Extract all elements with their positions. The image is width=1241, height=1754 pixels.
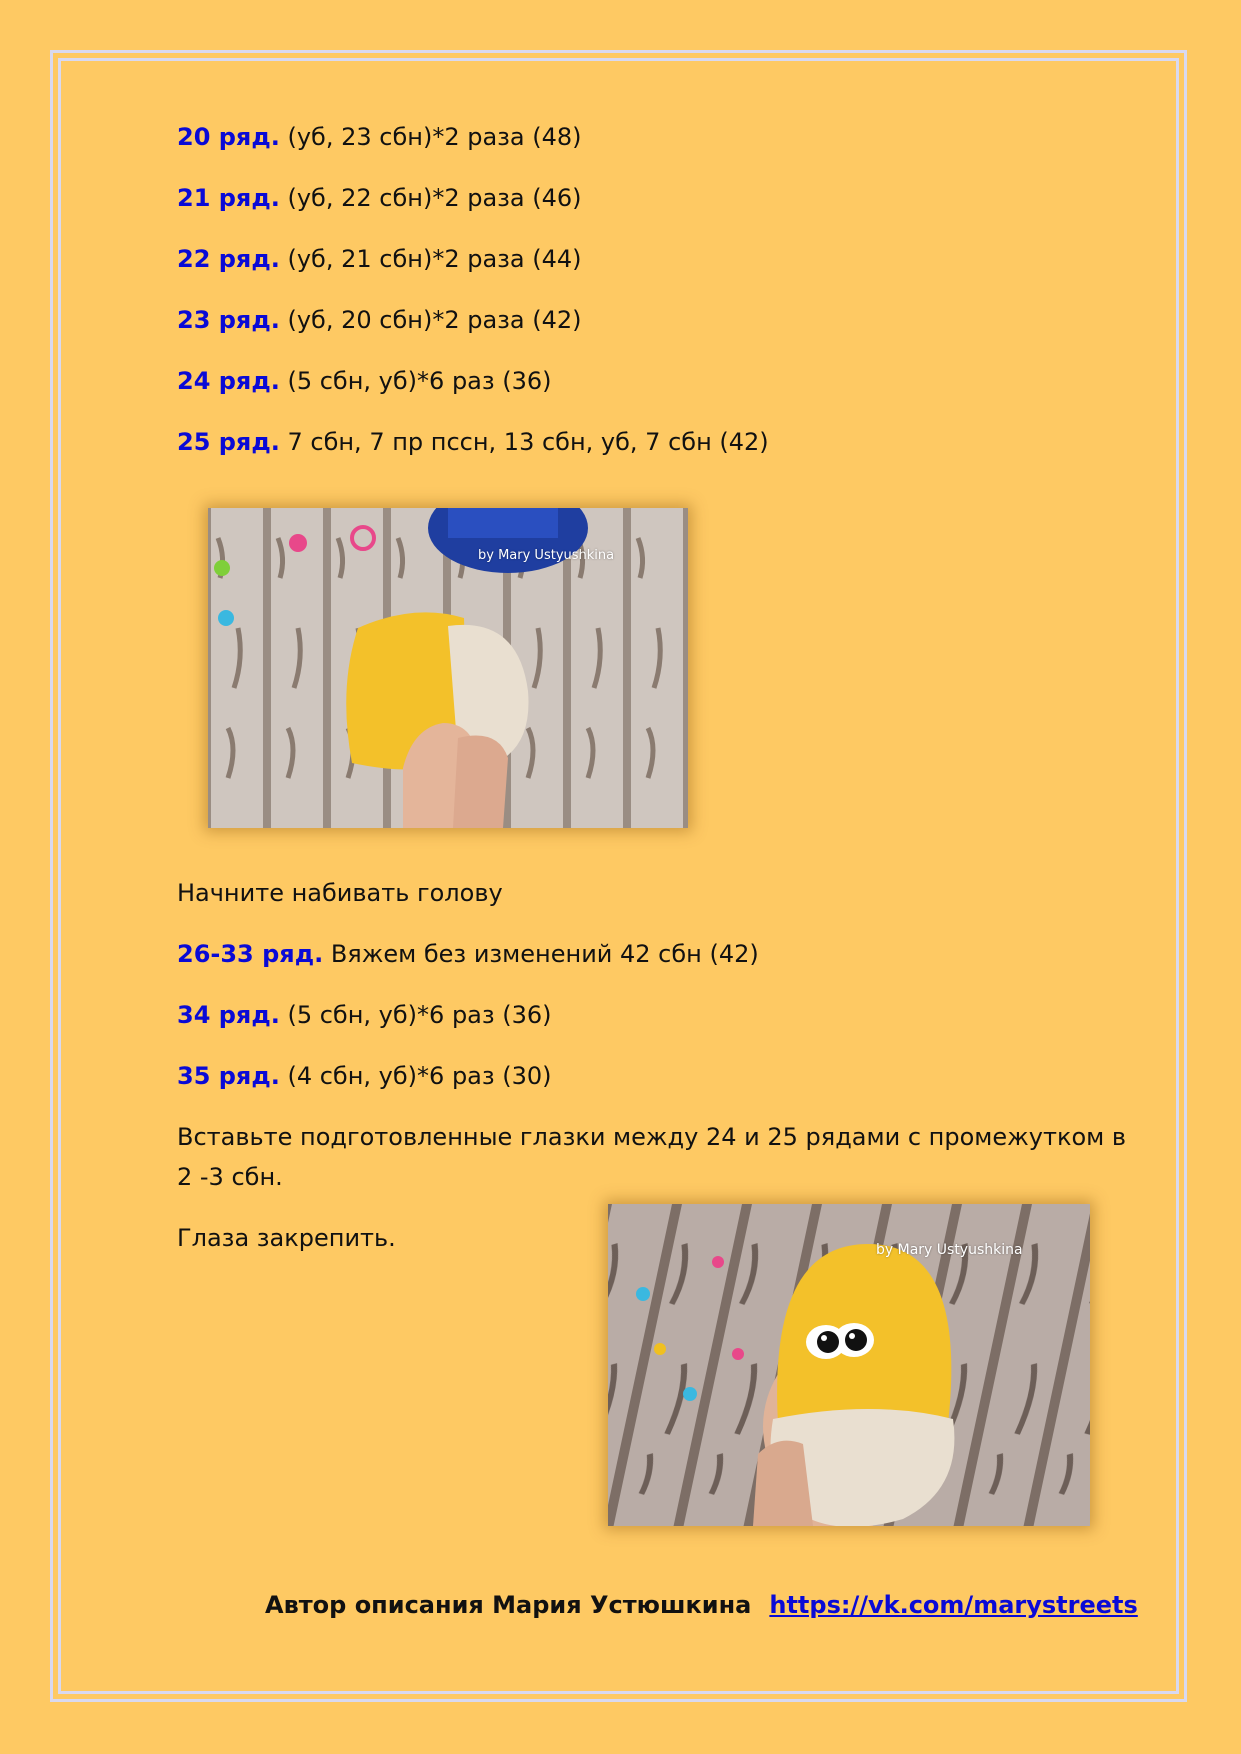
- row-text: (4 сбн, уб)*6 раз (30): [279, 1062, 552, 1090]
- instruction-insert-eyes: Вставьте подготовленные глазки между 24 и 25 рядами с промежутком в 2 -3 сбн.: [177, 1123, 1127, 1191]
- row-label: 20 ряд.: [177, 123, 280, 151]
- row-26-33: [177, 934, 759, 974]
- row-label: 23 ряд.: [177, 306, 280, 334]
- row-24: [177, 361, 552, 401]
- row-label: 26-33 ряд.: [177, 940, 324, 968]
- row-text: (5 сбн, уб)*6 раз (36): [279, 367, 552, 395]
- row-21: [177, 178, 582, 218]
- row-23: [177, 300, 582, 340]
- instruction-stuff-head: Начните набивать голову: [177, 879, 503, 907]
- row-34: [177, 995, 552, 1035]
- footer-credits: [265, 1585, 1138, 1625]
- photo-head-part-drawing: [208, 508, 688, 828]
- instruction-secure-eyes: Глаза закрепить.: [177, 1224, 396, 1252]
- row-text: (5 сбн, уб)*6 раз (36): [279, 1001, 552, 1029]
- author-credit: Автор описания Мария Устюшкина: [265, 1591, 752, 1619]
- row-text: (уб, 22 сбн)*2 раза (46): [279, 184, 582, 212]
- row-22: [177, 239, 582, 279]
- row-label: 35 ряд.: [177, 1062, 280, 1090]
- row-text: (уб, 20 сбн)*2 раза (42): [279, 306, 582, 334]
- author-link[interactable]: https://vk.com/marystreets: [769, 1591, 1138, 1619]
- row-35: [177, 1056, 552, 1096]
- row-text: (уб, 23 сбн)*2 раза (48): [279, 123, 582, 151]
- photo-head-part: [208, 508, 688, 828]
- row-label: 24 ряд.: [177, 367, 280, 395]
- row-label: 21 ряд.: [177, 184, 280, 212]
- photo-toy-with-eyes: [608, 1204, 1090, 1526]
- row-label: 22 ряд.: [177, 245, 280, 273]
- row-25: [177, 422, 769, 462]
- row-20: [177, 117, 582, 157]
- row-text: 7 сбн, 7 пр пссн, 13 сбн, уб, 7 сбн (42): [279, 428, 769, 456]
- row-label: 25 ряд.: [177, 428, 280, 456]
- photo-watermark: by Mary Ustyushkina: [876, 1242, 1023, 1258]
- row-text: Вяжем без изменений 42 сбн (42): [323, 940, 759, 968]
- photo-watermark: by Mary Ustyushkina: [478, 548, 615, 563]
- row-text: (уб, 21 сбн)*2 раза (44): [279, 245, 582, 273]
- row-label: 34 ряд.: [177, 1001, 280, 1029]
